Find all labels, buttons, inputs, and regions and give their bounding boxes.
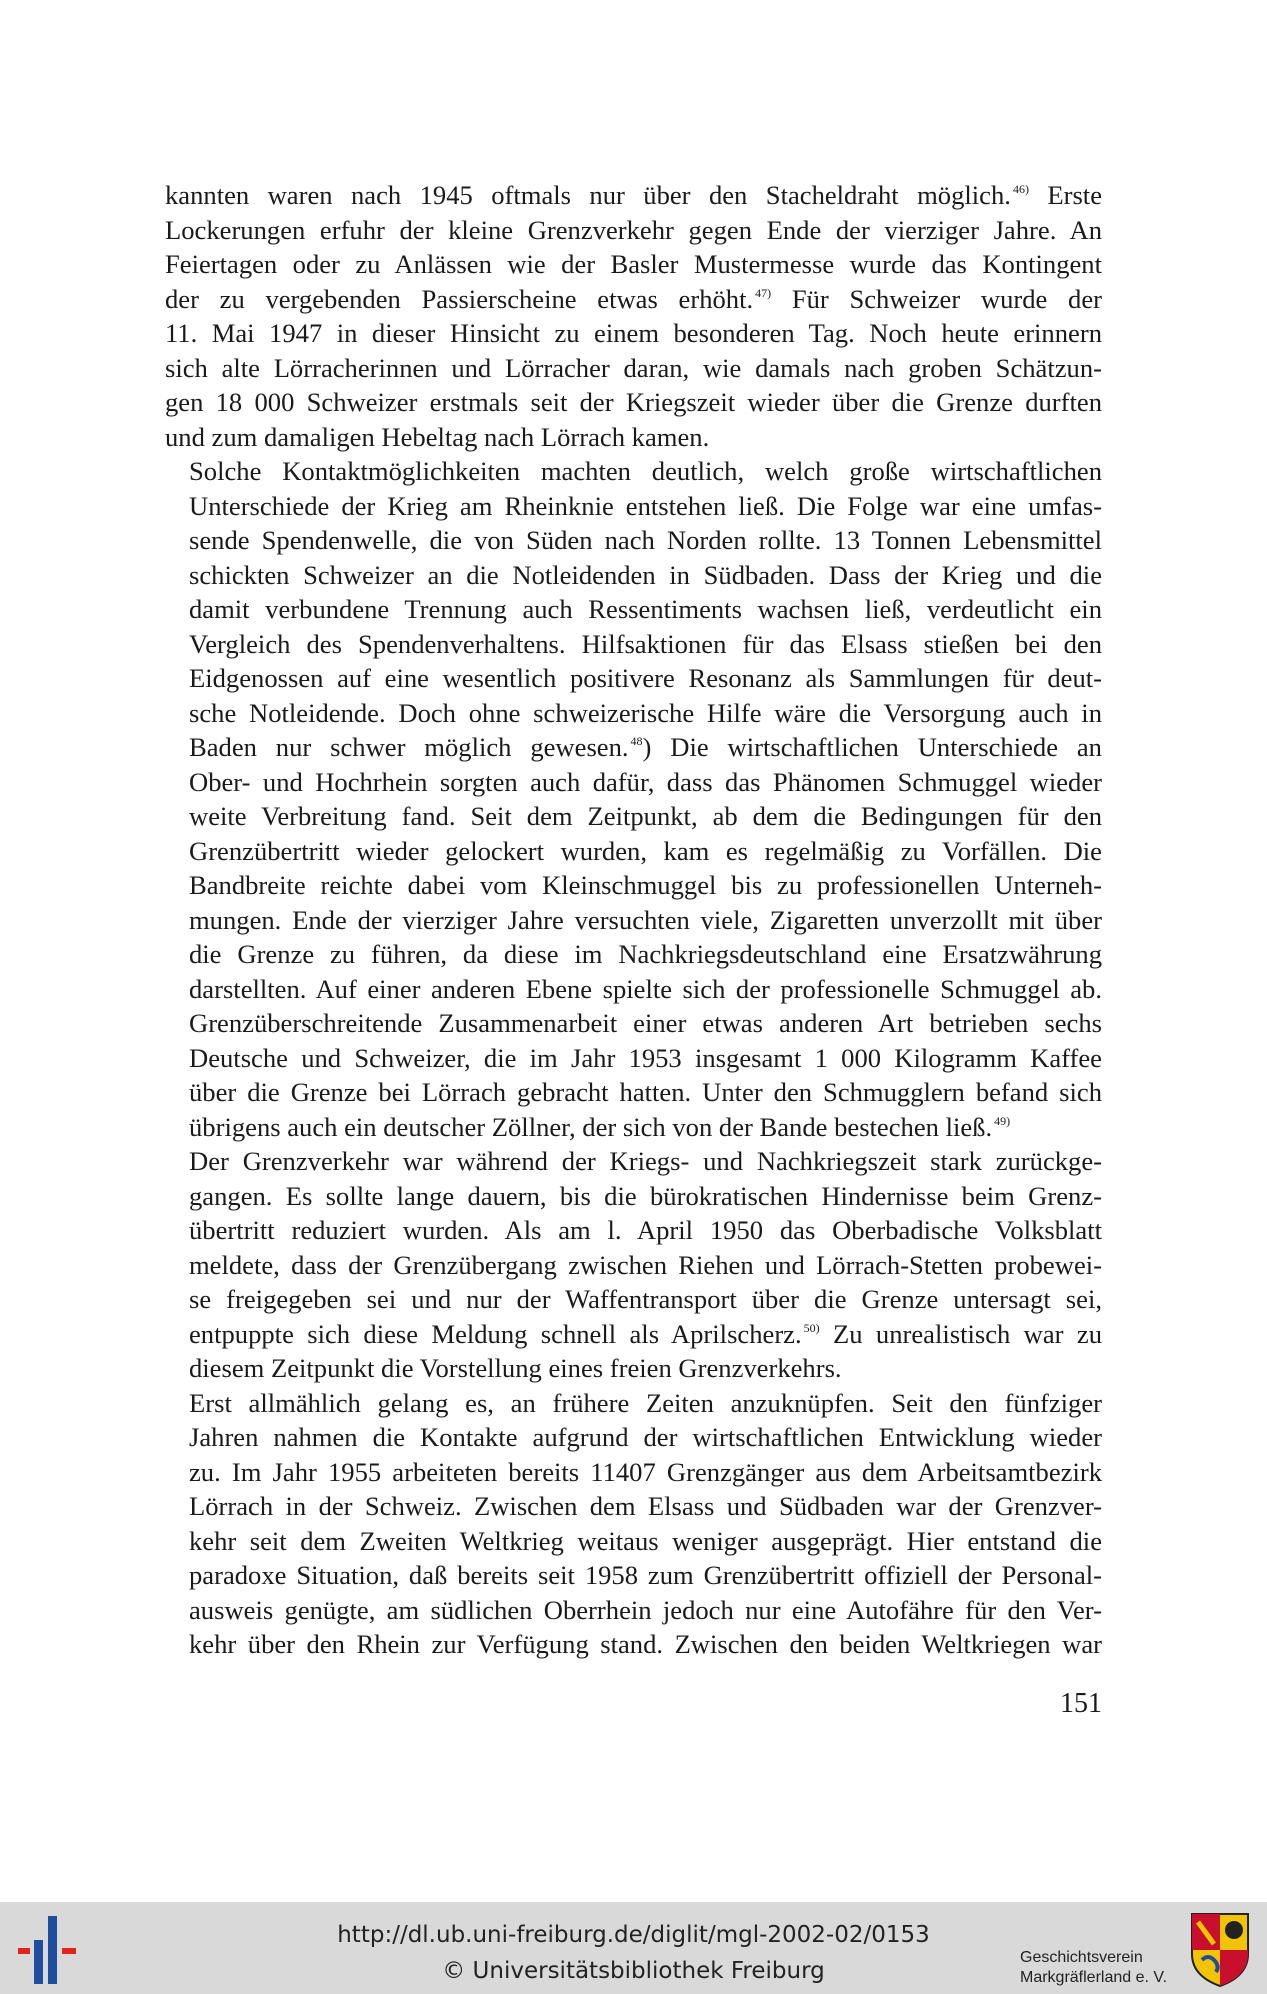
text-line	[165, 1317, 1102, 1352]
line-text: über die Grenze bei Lörrach gebracht hatten. Unter den Schmugglern befand sich	[189, 1077, 1102, 1107]
paragraph	[165, 178, 1102, 454]
line-text: 11. Mai 1947 in dieser Hinsicht zu einem besonderen Tag. Noch heute erinnern	[165, 318, 1102, 348]
line-text: entpuppte sich diese Meldung schnell als Aprilscherz.	[189, 1318, 802, 1349]
line-text: Grenzübertritt wieder gelockert wurden, kam es regelmäßig zu Vorfällen. Die	[189, 835, 1102, 866]
line-text: ausweis genügte, am südlichen Oberrhein jedoch nur eine Autofähre für den Ver-	[189, 1594, 1102, 1625]
line-text: kehr seit dem Zweiten Weltkrieg weitaus weniger ausgeprägt. Hier entstand die	[189, 1525, 1102, 1556]
line-text-continued: Erste	[1028, 180, 1103, 210]
line-text: gen 18 000 Schweizer erstmals seit der Kriegszeit wieder über die Grenze durften	[165, 387, 1102, 417]
line-text: Baden nur schwer möglich gewesen.	[189, 732, 629, 762]
line-text: die Grenze zu führen, da diese im Nachkriegsdeutschland eine Ersatzwährung	[189, 939, 1102, 969]
text-line	[165, 937, 1102, 972]
line-text-continued: ) Die wirtschaftlichen Unterschiede an	[642, 732, 1102, 762]
line-text: Lockerungen erfuhr der kleine Grenzverkehr gegen Ende der vierziger Jahre. An	[165, 214, 1102, 245]
text-line	[165, 1351, 1102, 1386]
text-line	[165, 1213, 1102, 1248]
page-number: 151	[1060, 1688, 1102, 1719]
line-text: Deutsche und Schweizer, die im Jahr 1953 insgesamt 1 000 Kilogramm Kaffee	[189, 1042, 1102, 1073]
text-line	[165, 1041, 1102, 1076]
line-text: Solche Kontaktmöglichkeiten machten deutlich, welch große wirtschaftlichen	[189, 456, 1102, 486]
society-name-line1: Geschichtsverein	[1020, 1949, 1143, 1966]
text-line	[165, 523, 1102, 558]
text-line	[165, 834, 1102, 869]
text-line	[165, 1420, 1102, 1455]
line-text: Lörrach in der Schweiz. Zwischen dem Elsass und Südbaden war der Grenzver-	[189, 1491, 1102, 1521]
text-line	[165, 627, 1102, 662]
footnote-marker: 50)	[803, 1320, 820, 1335]
footer-bar	[0, 1902, 1267, 1994]
line-text: kannten waren nach 1945 oftmals nur über den Stacheldraht möglich.	[165, 180, 1011, 210]
text-line	[165, 868, 1102, 903]
text-line	[165, 282, 1102, 317]
text-line	[165, 903, 1102, 938]
line-text-continued: Zu unrealistisch war zu	[819, 1318, 1102, 1349]
text-line	[165, 661, 1102, 696]
line-text: sende Spendenwelle, die von Süden nach Norden rollte. 13 Tonnen Lebensmittel	[189, 525, 1102, 555]
coat-of-arms-icon	[1188, 1910, 1252, 1988]
line-text: Unterschiede der Krieg am Rheinknie entstehen ließ. Die Folge war eine umfas-	[189, 490, 1102, 521]
text-line	[165, 454, 1102, 489]
text-line	[165, 1179, 1102, 1214]
text-line	[165, 351, 1102, 386]
line-text: Ober- und Hochrhein sorgten auch dafür, dass das Phänomen Schmuggel wieder	[189, 766, 1102, 797]
society-name	[1020, 1948, 1167, 1988]
text-line	[165, 799, 1102, 834]
text-line	[165, 1075, 1102, 1110]
text-line	[165, 489, 1102, 524]
line-text: Bandbreite reichte dabei vom Kleinschmuggel bis zu professionellen Unterneh-	[189, 870, 1102, 900]
line-text: der zu vergebenden Passierscheine etwas erhöht.	[165, 283, 754, 314]
line-text: damit verbundene Trennung auch Ressentiments wachsen ließ, verdeutlicht ein	[189, 594, 1102, 624]
line-text: mungen. Ende der vierziger Jahre versuchten viele, Zigaretten unverzollt mit über	[189, 904, 1102, 935]
society-name-line2: Markgräflerland e. V.	[1020, 1969, 1168, 1986]
text-line	[165, 1455, 1102, 1490]
line-text: sich alte Lörracherinnen und Lörracher daran, wie damals nach groben Schätzun-	[165, 352, 1102, 383]
text-line	[165, 972, 1102, 1007]
text-line	[165, 316, 1102, 351]
text-line	[165, 1110, 1102, 1145]
text-line	[165, 1558, 1102, 1593]
text-line	[165, 247, 1102, 282]
footnote-marker: 47)	[755, 285, 772, 300]
line-text: und zum damaligen Hebeltag nach Lörrach kamen.	[165, 421, 710, 452]
line-text: gangen. Es sollte lange dauern, bis die bürokratischen Hindernisse beim Grenz-	[189, 1180, 1102, 1211]
line-text: se freigegeben sei und nur der Waffentransport über die Grenze untersagt sei,	[189, 1284, 1102, 1314]
line-text: schickten Schweizer an die Notleidenden in Südbaden. Dass der Krieg und die	[189, 559, 1102, 590]
text-line	[165, 1386, 1102, 1421]
line-text: Jahren nahmen die Kontakte aufgrund der wirtschaftlichen Entwicklung wieder	[189, 1422, 1102, 1452]
text-line	[165, 385, 1102, 420]
paragraph	[165, 1386, 1102, 1662]
footnote-marker: 48	[630, 734, 643, 748]
text-line	[165, 558, 1102, 593]
paragraph	[165, 1144, 1102, 1386]
text-line	[165, 730, 1102, 765]
text-line	[165, 213, 1102, 248]
line-text: kehr über den Rhein zur Verfügung stand. Zwischen den beiden Weltkriegen war	[189, 1629, 1102, 1659]
line-text: Vergleich des Spendenverhaltens. Hilfsaktionen für das Elsass stießen bei den	[189, 628, 1102, 659]
article-body	[165, 178, 1102, 1662]
text-line	[165, 178, 1102, 213]
line-text: sche Notleidende. Doch ohne schweizerische Hilfe wäre die Versorgung auch in	[189, 697, 1102, 728]
paragraph	[165, 454, 1102, 1144]
line-text: Grenzüberschreitende Zusammenarbeit einer etwas anderen Art betrieben sechs	[189, 1008, 1102, 1038]
text-line	[165, 1489, 1102, 1524]
text-line	[165, 696, 1102, 731]
text-line	[165, 1144, 1102, 1179]
text-line	[165, 1593, 1102, 1628]
line-text: übertritt reduziert wurden. Als am l. April 1950 das Oberbadische Volksblatt	[189, 1215, 1102, 1245]
text-line	[165, 1282, 1102, 1317]
line-text: paradoxe Situation, daß bereits seit 1958 zum Grenzübertritt offiziell der Personal-	[189, 1560, 1102, 1590]
text-line	[165, 592, 1102, 627]
text-line	[165, 1524, 1102, 1559]
line-text: zu. Im Jahr 1955 arbeiteten bereits 11407 Grenzgänger aus dem Arbeitsamtbezirk	[189, 1456, 1102, 1487]
line-text: meldete, dass der Grenzübergang zwischen Riehen und Lörrach-Stetten probewei-	[189, 1249, 1102, 1280]
footnote-marker: 46)	[1012, 182, 1029, 196]
line-text: Erst allmählich gelang es, an frühere Zeiten anzuknüpfen. Seit den fünfziger	[189, 1387, 1102, 1418]
line-text: darstellten. Auf einer anderen Ebene spielte sich der professionelle Schmuggel ab.	[189, 973, 1102, 1004]
text-line	[165, 1006, 1102, 1041]
text-line	[165, 420, 1102, 455]
footer-url-link[interactable]: http://dl.ub.uni-freiburg.de/diglit/mgl-2002-02/0153	[337, 1922, 930, 1948]
text-line	[165, 1627, 1102, 1662]
line-text: diesem Zeitpunkt die Vorstellung eines freien Grenzverkehrs.	[189, 1353, 842, 1383]
line-text: Der Grenzverkehr war während der Kriegs- und Nachkriegszeit stark zurückge-	[189, 1146, 1102, 1176]
line-text: Feiertagen oder zu Anlässen wie der Basler Mustermesse wurde das Kontingent	[165, 249, 1102, 279]
line-text: übrigens auch ein deutscher Zöllner, der sich von der Bande bestechen ließ.	[189, 1111, 993, 1142]
line-text-continued: Für Schweizer wurde der	[771, 283, 1103, 314]
footer-copyright: © Universitätsbibliothek Freiburg	[442, 1958, 825, 1984]
text-line	[165, 765, 1102, 800]
line-text: Eidgenossen auf eine wesentlich positivere Resonanz als Sammlungen für deut-	[189, 663, 1102, 693]
text-line	[165, 1248, 1102, 1283]
footnote-marker: 49)	[994, 1113, 1011, 1128]
line-text: weite Verbreitung fand. Seit dem Zeitpunkt, ab dem die Bedingungen für den	[189, 801, 1102, 831]
